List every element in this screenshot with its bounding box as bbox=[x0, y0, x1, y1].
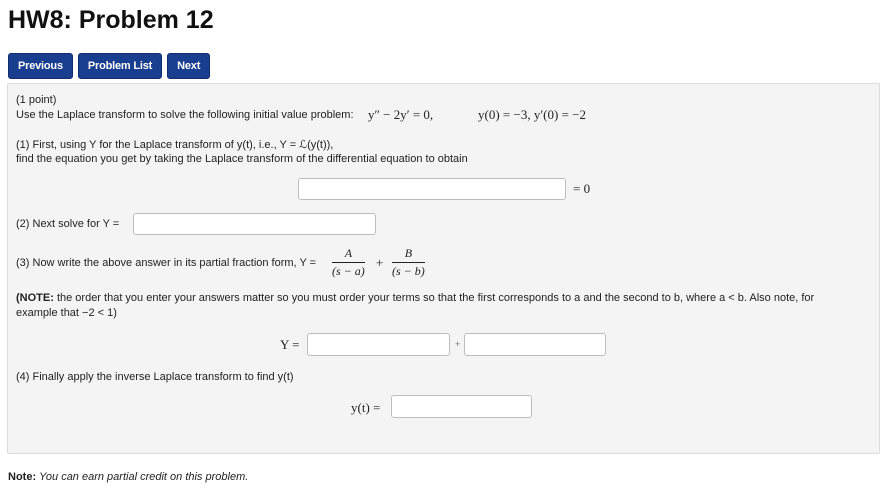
partial-credit-note bbox=[8, 471, 248, 483]
previous-button[interactable]: Previous bbox=[8, 53, 73, 79]
fraction-a-denominator: (s − a) bbox=[332, 264, 365, 278]
fraction-b-denominator: (s − b) bbox=[392, 264, 425, 278]
fraction-plus: + bbox=[376, 255, 384, 270]
next-button[interactable]: Next bbox=[167, 53, 210, 79]
order-note-line1 bbox=[16, 292, 814, 304]
part1-line2: find the equation you get by taking the Laplace transform of the differential equation to obtain bbox=[16, 153, 468, 165]
problem-panel bbox=[7, 83, 880, 454]
fraction-a-numerator: A bbox=[332, 246, 365, 263]
part2-answer-input[interactable] bbox=[133, 213, 376, 235]
part4-answer-input[interactable] bbox=[391, 395, 532, 418]
part1-equals-zero: = 0 bbox=[573, 181, 591, 196]
y-equals-label: Y = bbox=[280, 337, 300, 352]
initial-conditions: y(0) = −3, y′(0) = −2 bbox=[478, 107, 586, 122]
part2-label: (2) Next solve for Y = bbox=[16, 218, 120, 230]
problem-list-button[interactable]: Problem List bbox=[78, 53, 162, 79]
ode-equation: y″ − 2y′ = 0, bbox=[368, 107, 434, 122]
problem-navigation bbox=[8, 53, 210, 79]
partial-fraction-a bbox=[332, 246, 365, 279]
part1-line1: (1) First, using Y for the Laplace transform of y(t), i.e., Y = ℒ(y(t)), bbox=[16, 139, 334, 151]
footer-note-text: You can earn partial credit on this problem. bbox=[39, 471, 249, 483]
footer-note-label: Note: bbox=[8, 471, 37, 483]
problem-intro: Use the Laplace transform to solve the following initial value problem: bbox=[16, 109, 354, 121]
part1-answer-input[interactable] bbox=[298, 178, 566, 200]
part3-label: (3) Now write the above answer in its partial fraction form, Y = bbox=[16, 257, 317, 269]
part4-label: (4) Finally apply the inverse Laplace transform to find y(t) bbox=[16, 371, 294, 383]
page-title: HW8: Problem 12 bbox=[8, 6, 214, 34]
points-label: (1 point) bbox=[16, 94, 57, 106]
small-plus: + bbox=[455, 339, 461, 349]
part3-a-input[interactable] bbox=[307, 333, 450, 356]
order-note-line2: example that −2 < 1) bbox=[16, 307, 117, 319]
fraction-b-numerator: B bbox=[392, 246, 425, 263]
part3-b-input[interactable] bbox=[464, 333, 606, 356]
partial-fraction-b bbox=[392, 246, 425, 279]
order-note-label: (NOTE: bbox=[16, 292, 54, 304]
yt-equals-label: y(t) = bbox=[351, 400, 381, 415]
order-note-text: the order that you enter your answers matter so you must order your terms so that the first corresponds to a and the second to b, where a < b. Also note, for bbox=[53, 292, 815, 304]
